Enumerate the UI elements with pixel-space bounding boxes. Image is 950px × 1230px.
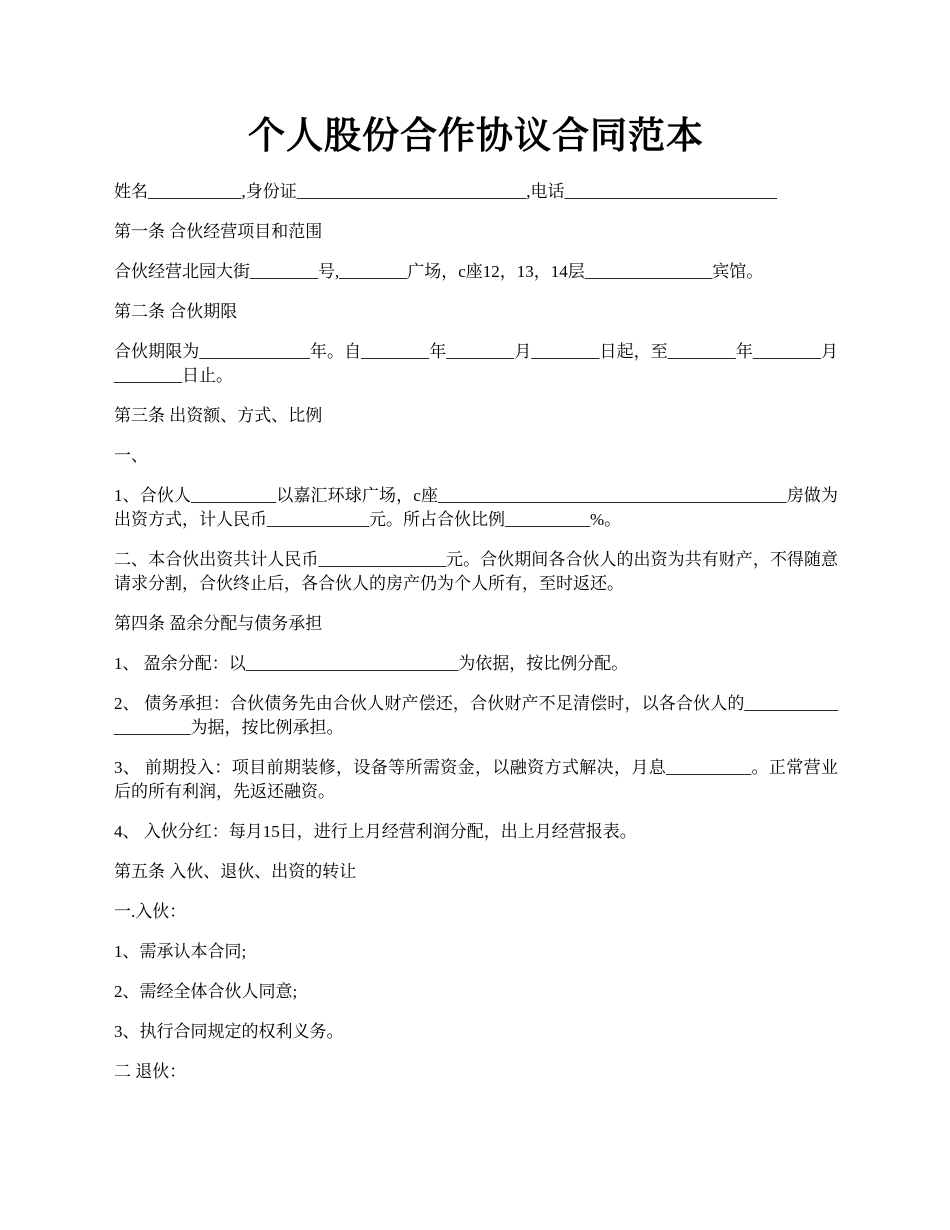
article-3-section-2: 二、本合伙出资共计人民币_______________元。合伙期间各合伙人的出资为共有财产，不得随意请求分割，合伙终止后，各合伙人的房产仍为个人所有，至时返还。 — [114, 550, 838, 593]
article-4-item-4: 4、 入伙分红：每月15日，进行上月经营利润分配，出上月经营报表。 — [114, 822, 637, 841]
article-3-item-1: 1、合伙人__________以嘉汇环球广场，c座_________________________________________房做为出资方式，计人民币____________元。所占合伙比例__________%。 — [114, 486, 838, 529]
party-info-line: 姓名___________,身份证___________________________,电话_________________________ — [114, 182, 777, 201]
article-5-item-2: 2、需经全体合伙人同意; — [114, 982, 298, 1001]
article-2-body: 合伙期限为_____________年。自________年________月________日起，至________年________月________日止。 — [114, 342, 838, 385]
article-2-heading: 第二条 合伙期限 — [114, 302, 238, 321]
article-4-item-2: 2、 债务承担：合伙债务先由合伙人财产偿还，合伙财产不足清偿时，以各合伙人的____________________为据，按比例承担。 — [114, 694, 838, 737]
title-spacer — [114, 166, 838, 180]
article-1-body: 合伙经营北园大街________号,________广场，c座12，13，14层_______________宾馆。 — [114, 262, 764, 281]
article-3-section-1: 一、 — [114, 446, 148, 465]
document-page — [114, 108, 838, 1084]
article-5-item-3: 3、执行合同规定的权利义务。 — [114, 1022, 344, 1041]
article-5-section-1: 一.入伙： — [114, 902, 187, 921]
article-5-section-2: 二 退伙： — [114, 1062, 187, 1081]
article-5-item-1: 1、需承认本合同; — [114, 942, 247, 961]
article-1-heading: 第一条 合伙经营项目和范围 — [114, 222, 323, 241]
article-5-heading: 第五条 入伙、退伙、出资的转让 — [114, 862, 357, 881]
article-4-item-3: 3、 前期投入：项目前期装修，设备等所需资金，以融资方式解决，月息__________。正常营业后的所有利润，先返还融资。 — [114, 758, 838, 801]
article-3-heading: 第三条 出资额、方式、比例 — [114, 406, 323, 425]
article-4-heading: 第四条 盈余分配与债务承担 — [114, 614, 323, 633]
document-title: 个人股份合作协议合同范本 — [248, 116, 704, 157]
article-4-item-1: 1、 盈余分配：以_________________________为依据，按比例分配。 — [114, 654, 629, 673]
